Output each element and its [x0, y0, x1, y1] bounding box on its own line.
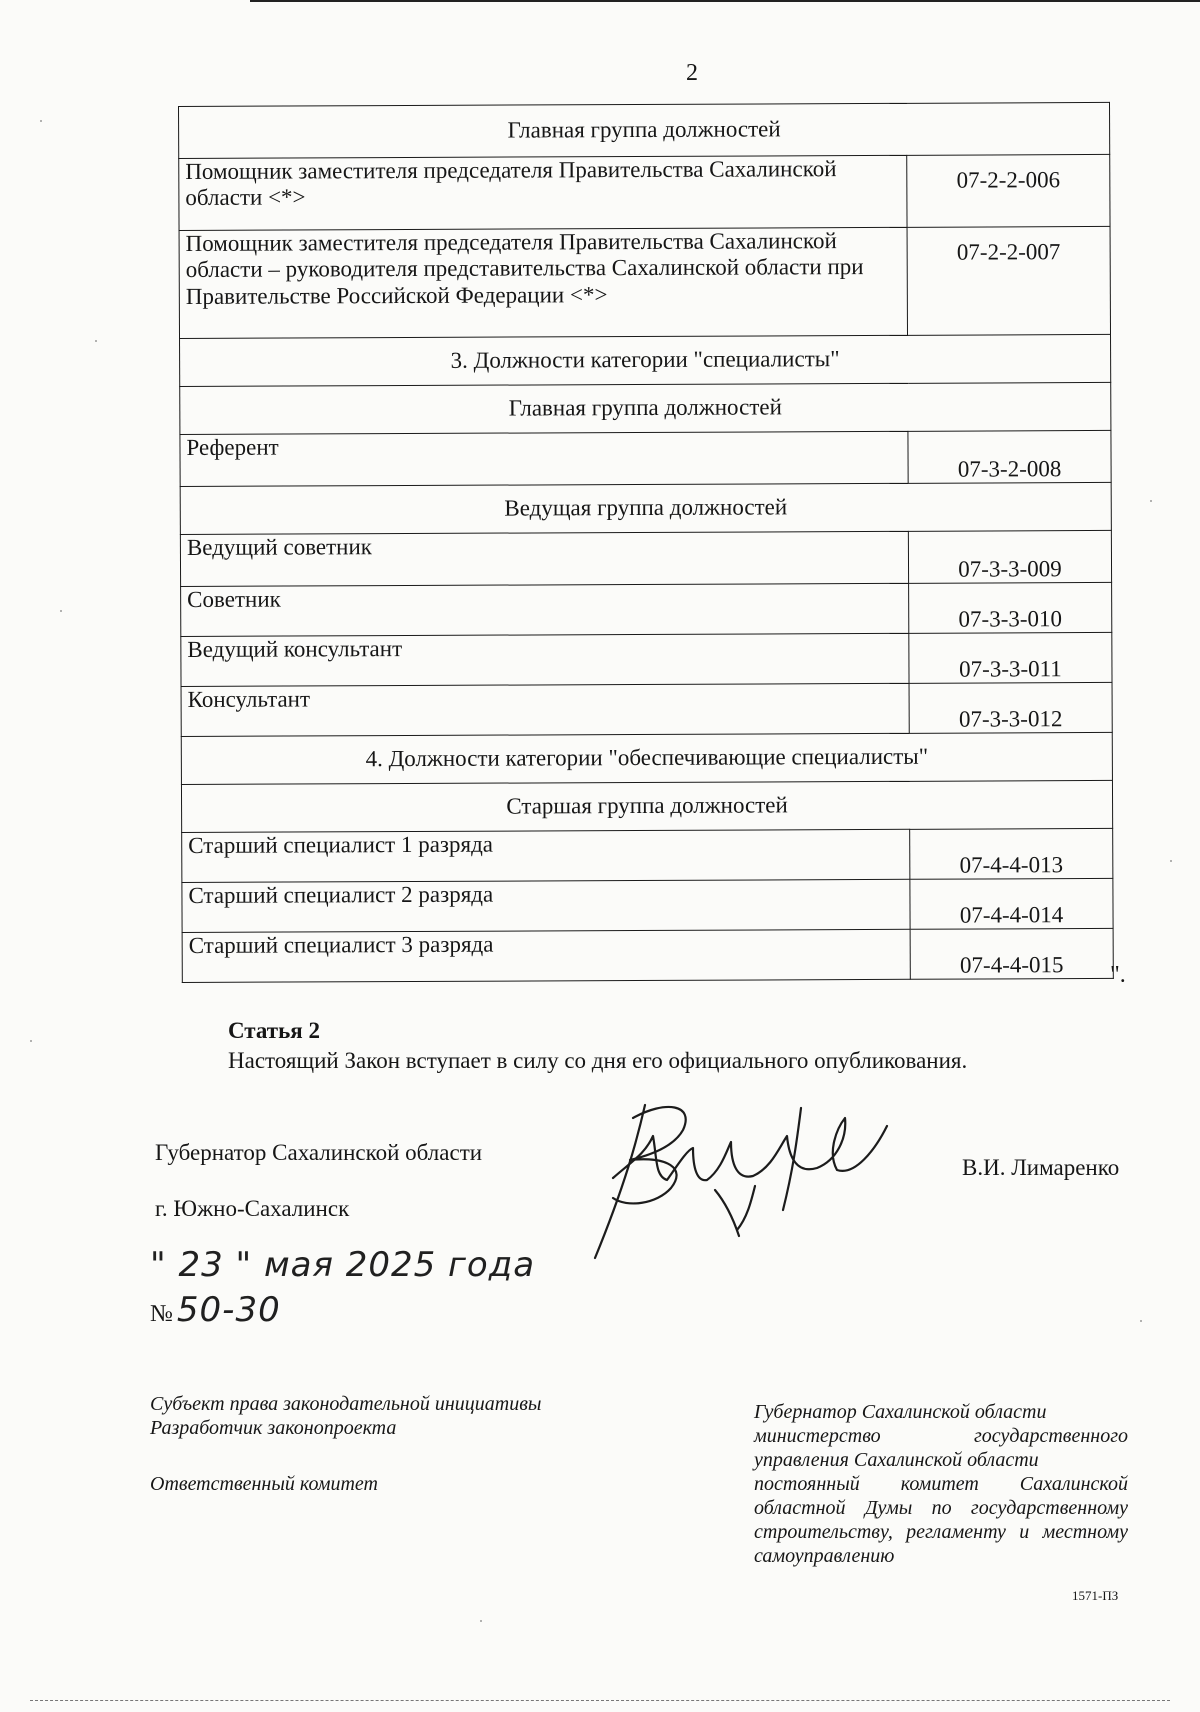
city: г. Южно-Сахалинск	[155, 1196, 350, 1221]
handwritten-signature	[575, 1090, 905, 1270]
position-name: Старший специалист 2 разряда	[182, 879, 910, 932]
article-title: Статья 2	[228, 1018, 320, 1043]
position-code: 07-4-4-015	[910, 928, 1113, 979]
subject-value: Губернатор Сахалинской области	[754, 1401, 1047, 1423]
document-code: 1571-ПЗ	[1072, 1588, 1119, 1603]
scan-speck	[95, 340, 97, 342]
position-code: 07-2-2-006	[907, 154, 1110, 227]
bottom-scan-artifact	[30, 1700, 1170, 1701]
top-edge-line	[250, 0, 1200, 2]
category-header: 4. Должности категории "обеспечивающие специалисты"	[181, 732, 1112, 784]
table-row	[179, 154, 1110, 230]
table-row	[180, 530, 1111, 586]
position-code: 07-3-3-012	[909, 682, 1112, 733]
scan-speck	[480, 1620, 482, 1622]
positions-table	[178, 102, 1114, 983]
position-name: Помощник заместителя председателя Правительства Сахалинской области – руководителя представительства Сахалинской области при Правительстве Российской Федерации <*>	[179, 227, 907, 338]
position-code: 07-4-4-014	[910, 878, 1113, 929]
scan-speck	[30, 1040, 32, 1042]
table-row	[180, 430, 1111, 486]
position-name: Ведущий консультант	[181, 633, 909, 686]
developer-label: Разработчик законопроекта	[150, 1417, 397, 1439]
position-code: 07-3-3-011	[909, 632, 1112, 683]
group-header: Главная группа должностей	[179, 102, 1110, 158]
table-row	[181, 732, 1112, 784]
scan-speck	[1150, 500, 1152, 502]
position-code: 07-4-4-013	[910, 828, 1113, 879]
metadata-values	[754, 1400, 1128, 1568]
table-row	[181, 682, 1112, 736]
table-row	[179, 102, 1110, 158]
subject-label: Субъект права законодательной инициативы	[150, 1393, 542, 1415]
position-name: Советник	[181, 583, 909, 636]
table-row	[179, 226, 1110, 338]
scan-speck	[1170, 860, 1172, 862]
position-code: 07-3-3-009	[908, 530, 1111, 583]
handwritten-date	[150, 1245, 535, 1285]
handwritten-number: 50-30	[176, 1290, 281, 1330]
position-name: Старший специалист 3 разряда	[182, 929, 910, 982]
table-row	[180, 334, 1111, 386]
committee-label: Ответственный комитет	[150, 1473, 378, 1495]
governor-name: В.И. Лимаренко	[962, 1155, 1120, 1180]
position-name: Ведущий советник	[180, 531, 908, 586]
table-row	[181, 632, 1112, 686]
table-row	[181, 582, 1112, 636]
group-header: Ведущая группа должностей	[180, 482, 1111, 534]
scan-speck	[60, 610, 62, 612]
position-code: 07-2-2-007	[907, 226, 1110, 335]
position-code: 07-3-3-010	[909, 582, 1112, 633]
scan-speck	[40, 120, 42, 122]
table-row	[182, 828, 1113, 882]
developer-value: министерство государственного управления Сахалинской области	[754, 1425, 1128, 1471]
table-row	[182, 928, 1113, 982]
group-header: Старшая группа должностей	[181, 780, 1112, 832]
metadata-labels	[150, 1392, 541, 1496]
table-row	[181, 780, 1112, 832]
group-header: Главная группа должностей	[180, 382, 1111, 434]
table-row	[180, 382, 1111, 434]
page-number: 2	[686, 60, 698, 86]
table-closing-quote: ".	[1110, 962, 1126, 988]
position-name: Помощник заместителя председателя Правительства Сахалинской области <*>	[179, 155, 907, 230]
number-sign: №	[150, 1301, 173, 1327]
table-row	[180, 482, 1111, 534]
scan-speck	[1140, 1320, 1142, 1322]
handwritten-date-text: " 23 " мая 2025 года	[150, 1245, 536, 1285]
category-header: 3. Должности категории "специалисты"	[180, 334, 1111, 386]
position-name: Старший специалист 1 разряда	[182, 829, 910, 882]
position-name: Референт	[180, 431, 908, 486]
governor-title: Губернатор Сахалинской области	[155, 1140, 483, 1165]
position-name: Консультант	[181, 683, 909, 736]
committee-value: постоянный комитет Сахалинской областной Думы по государственному строительству, регламенту и местному самоуправлению	[754, 1473, 1128, 1567]
article-text: Настоящий Закон вступает в силу со дня его официального опубликования.	[228, 1048, 968, 1073]
position-code: 07-3-2-008	[908, 430, 1111, 483]
table-row	[182, 878, 1113, 932]
handwritten-number-line	[150, 1290, 281, 1330]
